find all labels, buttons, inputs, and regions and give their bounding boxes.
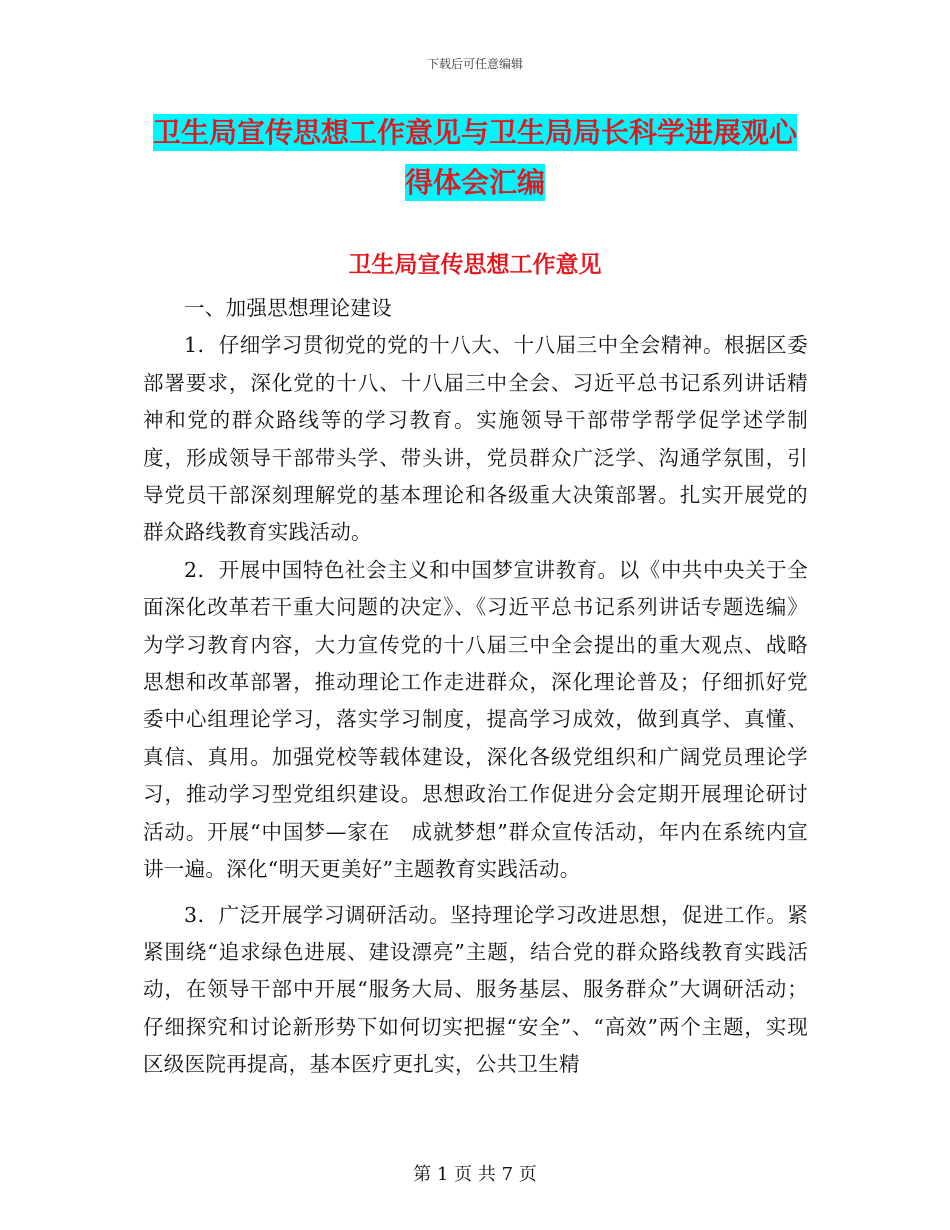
paragraph-heading: 一、加强思想理论建设 [184,296,392,320]
paragraph-1: 1．仔细学习贯彻党的党的十八大、十八届三中全会精神。根据区委部署要求，深化党的十八、十八届三中全会、习近平总书记系列讲话精神和党的群众路线等的学习教育。实施领导干部带学帮学促学述学制度，形成领导干部带头学、带头讲，党员群众广泛学、沟通学氛围，引导党员干部深刻理解党的基本理论和各级重大决策部署。扎实开展党的群众路线教育实践活动。 [143,333,808,545]
paragraph-2: 2．开展中国特色社会主义和中国梦宣讲教育。以《中共中央关于全面深化改革若干重大问题的决定》、《习近平总书记系列讲话专题选编》为学习教育内容，大力宣传党的十八届三中全会提出的重大观点、战略思想和改革部署，推动理论工作走进群众，深化理论普及；仔细抓好党委中心组理论学习，落实学习制度，提高学习成效，做到真学、真懂、真信、真用。加强党校等载体建设，深化各级党组织和广阔党员理论学习，推动学习型党组织建设。思想政治工作促进分会定期开展理论研讨活动。开展“中国梦—家在 成就梦想”群众宣传活动，年内在系统内宣讲一遍。深化“明天更美好”主题教育实践活动。 [143,557,808,882]
document-body [143,290,808,1084]
document-title [140,108,810,208]
document-title-line-2: 得体会汇编 [404,166,545,199]
paragraph-3: 3．广泛开展学习调研活动。坚持理论学习改进思想，促进工作。紧紧围绕“追求绿色进展、建设漂亮”主题，结合党的群众路线教育实践活动，在领导干部中开展“服务大局、服务基层、服务群众”大调研活动；仔细探究和讨论新形势下如何切实把握“安全”、“高效”两个主题，实现区级医院再提高，基本医疗更扎实，公共卫生精 [143,902,808,1077]
document-title-line-1: 卫生局宣传思想工作意见与卫生局局长科学进展观心 [152,116,797,149]
page-footer: 第 1 页 共 7 页 [413,1164,537,1185]
page-header: 下载后可任意编辑 [426,57,523,71]
section-title: 卫生局宣传思想工作意见 [348,252,602,278]
